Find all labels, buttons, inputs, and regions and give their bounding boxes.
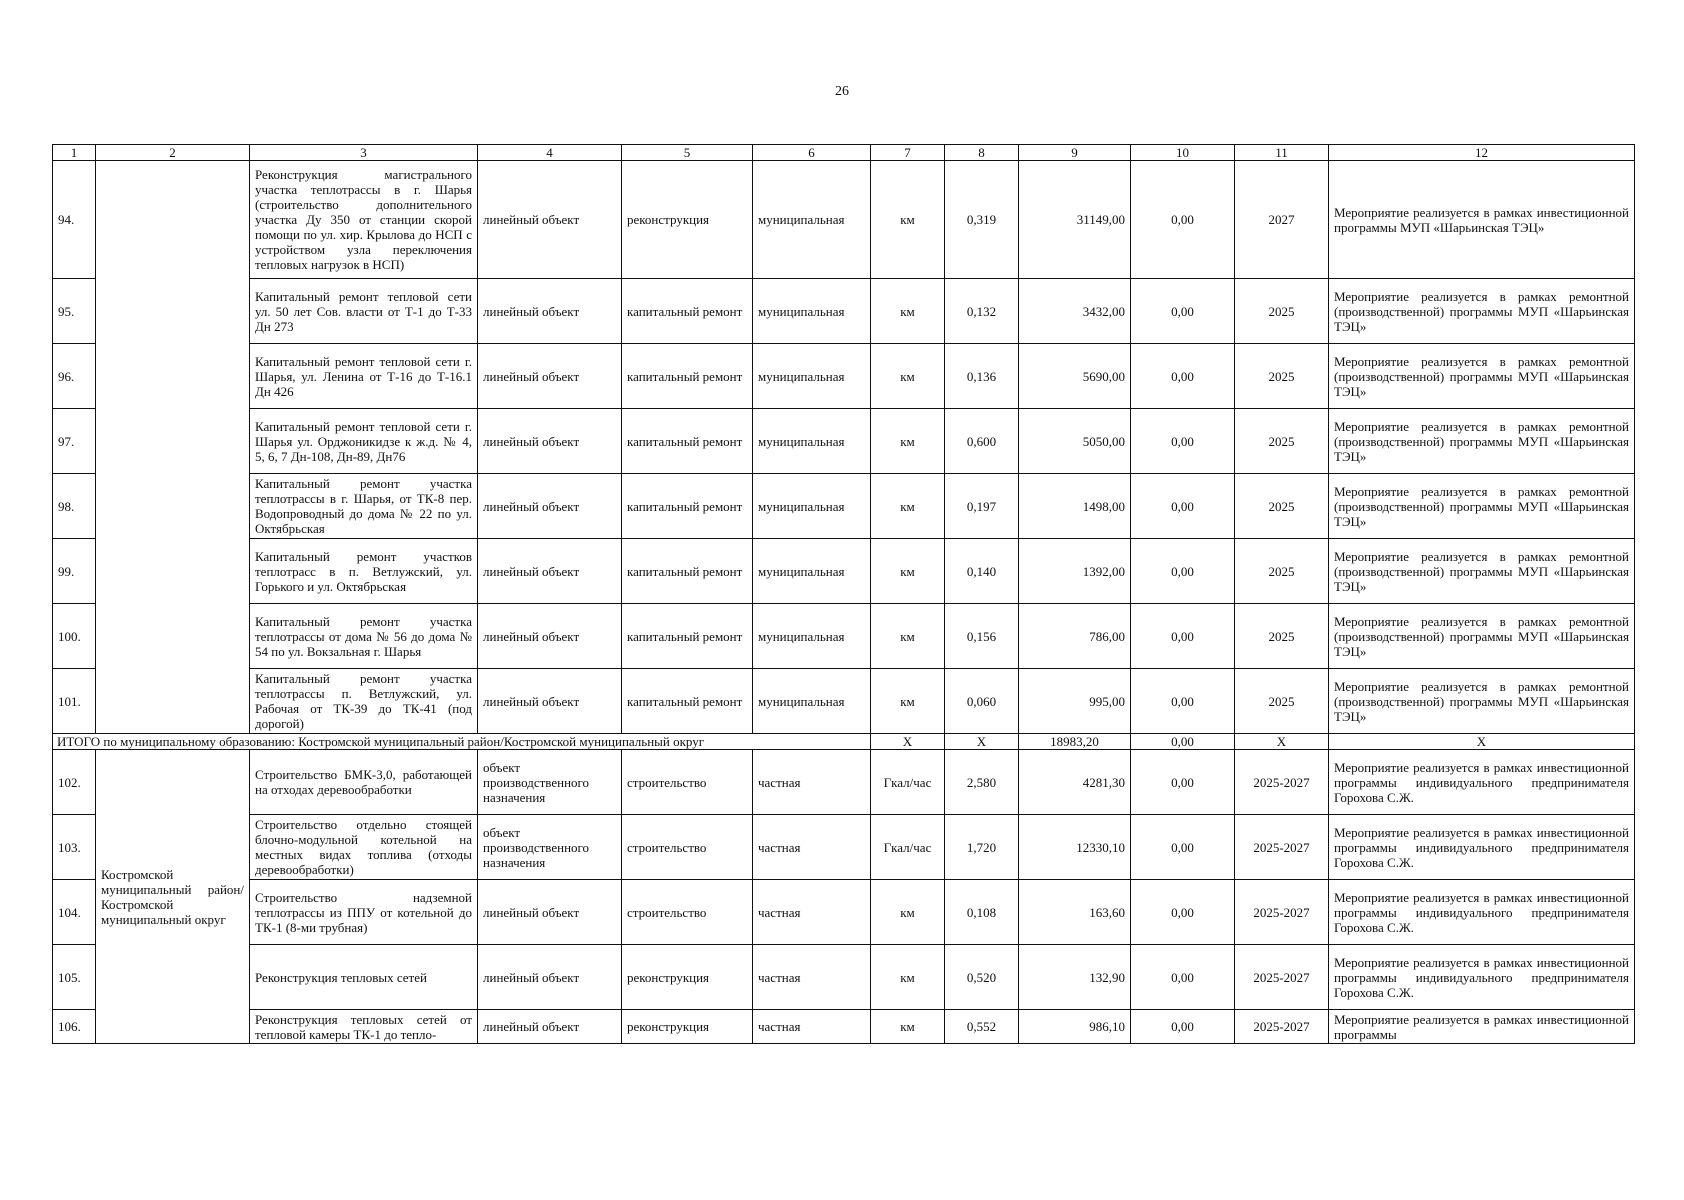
municipality-cell [96,161,250,734]
unit: км [871,161,945,279]
object-type: линейный объект [478,474,622,539]
subtotal-amount: Х [945,734,1019,750]
column-number: 9 [1019,145,1131,161]
amount: 0,060 [945,669,1019,734]
table-row [53,409,1635,474]
years: 2025-2027 [1235,945,1329,1010]
work-type: капитальный ремонт [622,409,753,474]
column-number: 11 [1235,145,1329,161]
column-number: 2 [96,145,250,161]
note: Мероприятие реализуется в рамках ремонтной (производственной) программы МУП «Шарьинская ТЭЦ» [1329,474,1635,539]
budget-funding: 0,00 [1131,750,1235,815]
years: 2025 [1235,279,1329,344]
budget-funding: 0,00 [1131,279,1235,344]
subtotal-note: Х [1329,734,1635,750]
note: Мероприятие реализуется в рамках инвестиционной программы индивидуального предпринимателя Горохова С.Ж. [1329,945,1635,1010]
work-type: капитальный ремонт [622,539,753,604]
years: 2025-2027 [1235,750,1329,815]
unit: км [871,669,945,734]
ownership-type: частная [753,1010,871,1044]
table-row [53,750,1635,815]
ownership-type: частная [753,880,871,945]
measure-name: Капитальный ремонт участка теплотрассы от дома № 56 до дома № 54 по ул. Вокзальная г. Шарья [250,604,478,669]
table-row [53,279,1635,344]
object-type: линейный объект [478,880,622,945]
cost: 5050,00 [1019,409,1131,474]
subtotal-cost: 18983,20 [1019,734,1131,750]
work-type: реконструкция [622,945,753,1010]
work-type: капитальный ремонт [622,669,753,734]
measure-name: Реконструкция тепловых сетей [250,945,478,1010]
object-type: линейный объект [478,279,622,344]
note: Мероприятие реализуется в рамках ремонтной (производственной) программы МУП «Шарьинская ТЭЦ» [1329,604,1635,669]
cost: 995,00 [1019,669,1131,734]
ownership-type: муниципальная [753,161,871,279]
object-type: линейный объект [478,945,622,1010]
work-type: капитальный ремонт [622,279,753,344]
unit: км [871,1010,945,1044]
table-row [53,604,1635,669]
ownership-type: муниципальная [753,409,871,474]
measure-name: Капитальный ремонт тепловой сети г. Шарья, ул. Ленина от Т-16 до Т-16.1 Дн 426 [250,344,478,409]
object-type: объект производственного назначения [478,750,622,815]
work-type: реконструкция [622,161,753,279]
table-row [53,161,1635,279]
municipality-cell: Костромской муниципальный район/ Костромской муниципальный округ [96,750,250,1044]
measure-name: Капитальный ремонт участка теплотрассы п. Ветлужский, ул. Рабочая от ТК-39 до ТК-41 (под дорогой) [250,669,478,734]
cost: 31149,00 [1019,161,1131,279]
cost: 1392,00 [1019,539,1131,604]
ownership-type: муниципальная [753,474,871,539]
note: Мероприятие реализуется в рамках инвестиционной программы индивидуального предпринимателя Горохова С.Ж. [1329,880,1635,945]
measure-name: Строительство надземной теплотрассы из ППУ от котельной до ТК-1 (8-ми трубная) [250,880,478,945]
work-type: капитальный ремонт [622,474,753,539]
column-number: 10 [1131,145,1235,161]
column-number: 12 [1329,145,1635,161]
measure-name: Капитальный ремонт участка теплотрассы в г. Шарья, от ТК-8 пер. Водопроводный до дома № 22 по ул. Октябрьская [250,474,478,539]
row-number: 100. [53,604,96,669]
budget-funding: 0,00 [1131,161,1235,279]
row-number: 96. [53,344,96,409]
subtotal-label: ИТОГО по муниципальному образованию: Костромской муниципальный район/Костромской муниципальный округ [53,734,871,750]
years: 2025-2027 [1235,1010,1329,1044]
note: Мероприятие реализуется в рамках ремонтной (производственной) программы МУП «Шарьинская ТЭЦ» [1329,409,1635,474]
row-number: 95. [53,279,96,344]
amount: 0,319 [945,161,1019,279]
ownership-type: муниципальная [753,279,871,344]
object-type: линейный объект [478,669,622,734]
row-number: 99. [53,539,96,604]
budget-funding: 0,00 [1131,945,1235,1010]
amount: 0,132 [945,279,1019,344]
note: Мероприятие реализуется в рамках инвестиционной программы МУП «Шарьинская ТЭЦ» [1329,161,1635,279]
budget-funding: 0,00 [1131,474,1235,539]
cost: 3432,00 [1019,279,1131,344]
amount: 2,580 [945,750,1019,815]
table-row [53,1010,1635,1044]
years: 2025-2027 [1235,815,1329,880]
note: Мероприятие реализуется в рамках ремонтной (производственной) программы МУП «Шарьинская ТЭЦ» [1329,279,1635,344]
budget-funding: 0,00 [1131,880,1235,945]
years: 2025 [1235,604,1329,669]
column-number: 4 [478,145,622,161]
ownership-type: муниципальная [753,344,871,409]
cost: 5690,00 [1019,344,1131,409]
work-type: строительство [622,815,753,880]
object-type: линейный объект [478,1010,622,1044]
unit: км [871,604,945,669]
measure-name: Капитальный ремонт тепловой сети ул. 50 лет Сов. власти от Т-1 до Т-33 Дн 273 [250,279,478,344]
object-type: объект производственного назначения [478,815,622,880]
cost: 986,10 [1019,1010,1131,1044]
table-row [53,815,1635,880]
unit: Гкал/час [871,815,945,880]
row-number: 106. [53,1010,96,1044]
measure-name: Строительство БМК-3,0, работающей на отходах деревообработки [250,750,478,815]
table-row [53,344,1635,409]
measure-name: Капитальный ремонт тепловой сети г. Шарья ул. Орджоникидзе к ж.д. № 4, 5, 6, 7 Дн-108, Дн-89, Дн76 [250,409,478,474]
cost: 12330,10 [1019,815,1131,880]
amount: 0,140 [945,539,1019,604]
object-type: линейный объект [478,161,622,279]
budget-funding: 0,00 [1131,539,1235,604]
amount: 0,552 [945,1010,1019,1044]
budget-funding: 0,00 [1131,669,1235,734]
unit: км [871,539,945,604]
object-type: линейный объект [478,604,622,669]
table-row [53,474,1635,539]
column-number-row [53,145,1635,161]
budget-funding: 0,00 [1131,344,1235,409]
column-number: 7 [871,145,945,161]
object-type: линейный объект [478,344,622,409]
ownership-type: частная [753,750,871,815]
row-number: 94. [53,161,96,279]
work-type: строительство [622,880,753,945]
row-number: 105. [53,945,96,1010]
budget-funding: 0,00 [1131,409,1235,474]
unit: км [871,409,945,474]
note: Мероприятие реализуется в рамках ремонтной (производственной) программы МУП «Шарьинская ТЭЦ» [1329,344,1635,409]
measure-name: Реконструкция тепловых сетей от тепловой камеры ТК-1 до тепло- [250,1010,478,1044]
amount: 0,520 [945,945,1019,1010]
note: Мероприятие реализуется в рамках ремонтной (производственной) программы МУП «Шарьинская ТЭЦ» [1329,669,1635,734]
work-type: капитальный ремонт [622,344,753,409]
note: Мероприятие реализуется в рамках инвестиционной программы [1329,1010,1635,1044]
years: 2025 [1235,539,1329,604]
column-number: 1 [53,145,96,161]
unit: Гкал/час [871,750,945,815]
measure-name: Реконструкция магистрального участка теплотрассы в г. Шарья (строительство дополнительного участка Ду 350 от станции скорой помощи по ул. хир. Крылова до НСП с устройством узла переключения тепловых нагрузок в НСП) [250,161,478,279]
note: Мероприятие реализуется в рамках инвестиционной программы индивидуального предпринимателя Горохова С.Ж. [1329,815,1635,880]
measure-name: Капитальный ремонт участков теплотрасс в п. Ветлужский, ул. Горького и ул. Октябрьская [250,539,478,604]
subtotal-unit: Х [871,734,945,750]
unit: км [871,474,945,539]
budget-funding: 0,00 [1131,604,1235,669]
note: Мероприятие реализуется в рамках инвестиционной программы индивидуального предпринимателя Горохова С.Ж. [1329,750,1635,815]
table-row [53,669,1635,734]
row-number: 97. [53,409,96,474]
years: 2025-2027 [1235,880,1329,945]
years: 2025 [1235,474,1329,539]
row-number: 103. [53,815,96,880]
row-number: 98. [53,474,96,539]
years: 2025 [1235,344,1329,409]
ownership-type: частная [753,815,871,880]
table-row [53,945,1635,1010]
column-number: 8 [945,145,1019,161]
row-number: 102. [53,750,96,815]
unit: км [871,880,945,945]
column-number: 5 [622,145,753,161]
amount: 1,720 [945,815,1019,880]
work-type: капитальный ремонт [622,604,753,669]
ownership-type: муниципальная [753,539,871,604]
column-number: 3 [250,145,478,161]
subtotal-budget: 0,00 [1131,734,1235,750]
unit: км [871,344,945,409]
row-number: 104. [53,880,96,945]
work-type: реконструкция [622,1010,753,1044]
measures-table [52,144,1635,1044]
unit: км [871,279,945,344]
amount: 0,600 [945,409,1019,474]
row-number: 101. [53,669,96,734]
measure-name: Строительство отдельно стоящей блочно-модульной котельной на местных видах топлива (отходы деревообработки) [250,815,478,880]
years: 2025 [1235,669,1329,734]
subtotal-row [53,734,1635,750]
object-type: линейный объект [478,409,622,474]
unit: км [871,945,945,1010]
ownership-type: частная [753,945,871,1010]
column-number: 6 [753,145,871,161]
cost: 163,60 [1019,880,1131,945]
years: 2025 [1235,409,1329,474]
cost: 4281,30 [1019,750,1131,815]
page-number: 26 [835,84,849,99]
table-row [53,880,1635,945]
budget-funding: 0,00 [1131,1010,1235,1044]
budget-funding: 0,00 [1131,815,1235,880]
note: Мероприятие реализуется в рамках ремонтной (производственной) программы МУП «Шарьинская ТЭЦ» [1329,539,1635,604]
cost: 1498,00 [1019,474,1131,539]
object-type: линейный объект [478,539,622,604]
cost: 786,00 [1019,604,1131,669]
work-type: строительство [622,750,753,815]
subtotal-years: Х [1235,734,1329,750]
years: 2027 [1235,161,1329,279]
amount: 0,197 [945,474,1019,539]
ownership-type: муниципальная [753,604,871,669]
amount: 0,108 [945,880,1019,945]
cost: 132,90 [1019,945,1131,1010]
amount: 0,156 [945,604,1019,669]
table-row [53,539,1635,604]
ownership-type: муниципальная [753,669,871,734]
amount: 0,136 [945,344,1019,409]
